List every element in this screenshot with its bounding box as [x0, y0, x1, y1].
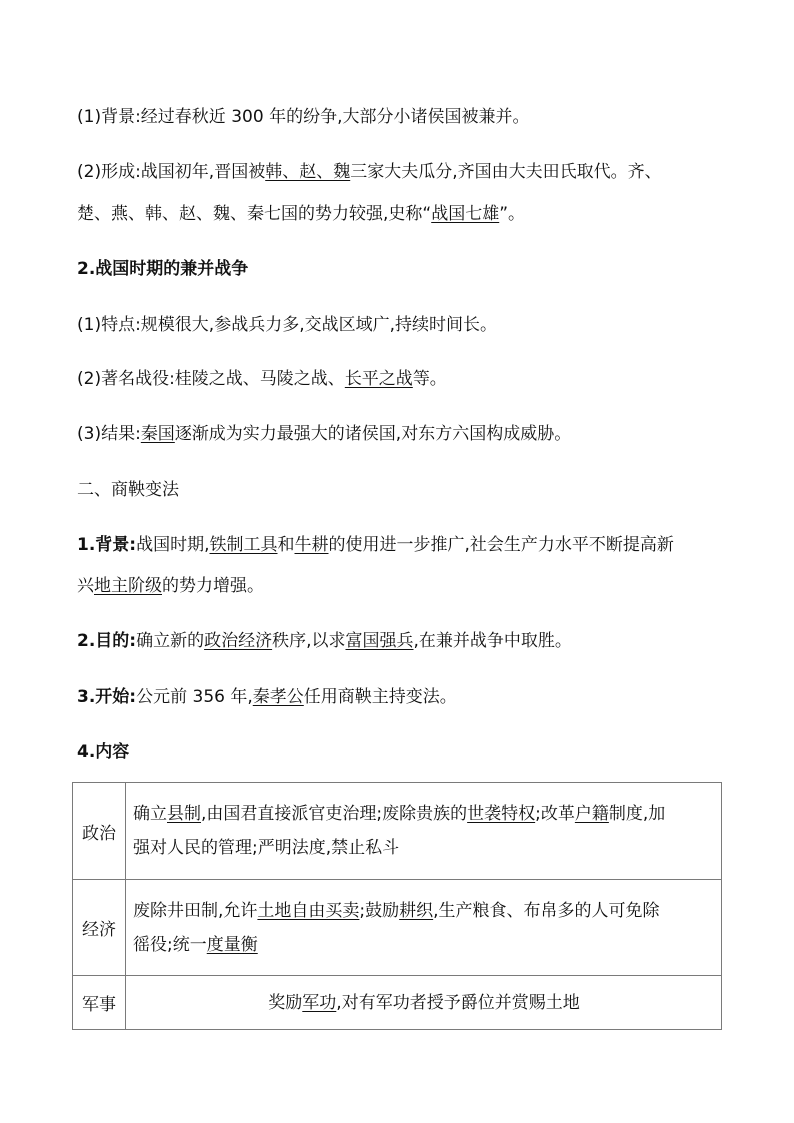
heading-text: 4.内容: [77, 742, 130, 762]
underlined-term: 土地自由买卖: [257, 900, 360, 921]
label: 2.目的:: [77, 631, 137, 651]
underlined-term: 秦孝公: [252, 687, 304, 707]
row-content: [126, 783, 722, 880]
row-label: 军事: [73, 976, 126, 1030]
text: 三家大夫瓜分,齐国由大夫田氏取代。齐、: [350, 162, 662, 182]
text: 废除井田制,允许: [133, 900, 258, 921]
table-row-military: [73, 976, 722, 1030]
underlined-term: 县制: [167, 804, 201, 824]
text: 兴: [77, 576, 94, 596]
reform-background-line1: [77, 534, 727, 556]
table-row-economy: [73, 880, 722, 976]
underlined-term: 世袭特权: [467, 804, 536, 824]
text: ,对有军功者授予爵位并赏赐土地: [336, 992, 580, 1013]
battles-paragraph: [77, 368, 727, 390]
underlined-term: 军功: [302, 992, 337, 1013]
text: ,由国君直接派官吏治理;废除贵族的: [201, 804, 468, 824]
text: 的势力增强。: [162, 576, 264, 596]
text: 强对人民的管理;严明法度,禁止私斗: [133, 838, 400, 858]
text: ”。: [499, 204, 526, 224]
text: ,生产粮食、布帛多的人可免除: [433, 900, 660, 921]
row-label: 经济: [73, 880, 126, 976]
label: 1.背景:: [77, 535, 137, 555]
text: 确立新的: [136, 631, 205, 651]
section-heading-reform: [77, 479, 727, 501]
features-paragraph: [77, 314, 727, 336]
row-label: 政治: [73, 783, 126, 880]
text: (3)结果:: [77, 424, 141, 444]
text: 楚、燕、韩、赵、魏、秦七国的势力较强,史称“: [77, 204, 432, 224]
text: 的使用进一步推广,社会生产力水平不断提高新: [328, 535, 674, 555]
section-heading-wars: [77, 258, 727, 280]
text: 奖励: [268, 992, 303, 1013]
text: 战国时期,: [136, 535, 210, 555]
label: 3.开始:: [77, 687, 137, 707]
underlined-term: 户籍: [574, 804, 609, 824]
underlined-term: 韩、赵、魏: [265, 162, 351, 182]
table-row-politics: [73, 783, 722, 880]
result-paragraph: [77, 423, 727, 445]
underlined-term: 秦国: [140, 424, 175, 444]
text: (2)著名战役:桂陵之战、马陵之战、: [77, 369, 345, 389]
background-paragraph: [77, 106, 727, 128]
text: 任用商鞅主持变法。: [303, 687, 457, 707]
text: ;改革: [535, 804, 575, 824]
text: 逐渐成为实力最强大的诸侯国,对东方六国构成威胁。: [174, 424, 572, 444]
underlined-term: 地主阶级: [94, 576, 162, 596]
underlined-term: 政治经济: [204, 631, 273, 651]
heading-text: 2.战国时期的兼并战争: [77, 259, 249, 279]
reform-background-line2: [77, 575, 727, 597]
reform-content-heading: [77, 741, 727, 763]
text: 制度,加: [608, 804, 666, 824]
formation-paragraph-line2: [77, 203, 727, 225]
text: 确立: [133, 804, 167, 824]
underlined-term: 牛耕: [294, 535, 329, 555]
text: 公元前 356 年,: [136, 687, 253, 707]
reform-start-paragraph: [77, 686, 727, 708]
underlined-term: 战国七雄: [431, 204, 500, 224]
underlined-term: 耕织: [399, 900, 434, 921]
text: 等。: [412, 369, 447, 389]
text: (1)特点:规模很大,参战兵力多,交战区域广,持续时间长。: [77, 315, 498, 335]
text: 徭役;统一: [133, 934, 207, 955]
heading-text: 二、商鞅变法: [77, 480, 179, 500]
text: ;鼓励: [359, 900, 400, 921]
text: 秩序,以求: [272, 631, 346, 651]
text: (2)形成:战国初年,晋国被: [77, 162, 266, 182]
row-content: [126, 880, 722, 976]
reform-content-table: [72, 782, 722, 1030]
text: ,在兼并战争中取胜。: [413, 631, 572, 651]
underlined-term: 富国强兵: [345, 631, 414, 651]
text: (1)背景:经过春秋近 300 年的纷争,大部分小诸侯国被兼并。: [77, 107, 530, 127]
row-content: [126, 976, 722, 1030]
formation-paragraph-line1: [77, 161, 727, 183]
text: 和: [277, 535, 295, 555]
underlined-term: 度量衡: [206, 934, 258, 955]
reform-goal-paragraph: [77, 630, 727, 652]
underlined-term: 长平之战: [344, 369, 413, 389]
underlined-term: 铁制工具: [209, 535, 278, 555]
